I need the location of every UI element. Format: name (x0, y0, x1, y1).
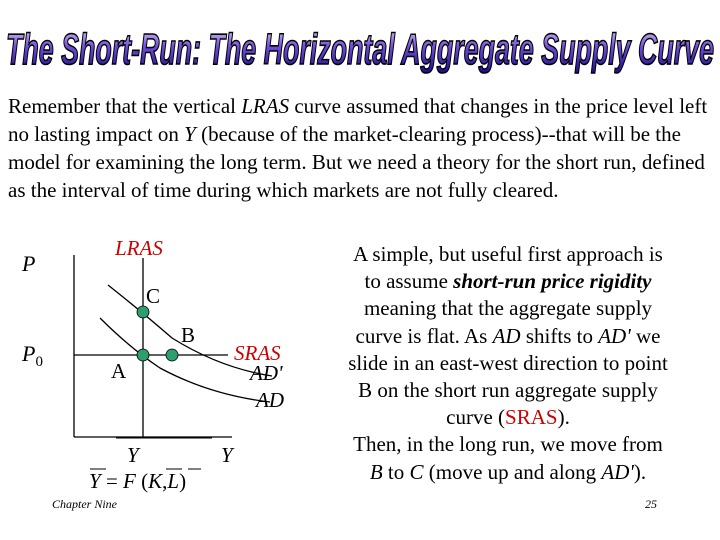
chapter-label: Chapter Nine (52, 497, 117, 511)
title-text: The Short-Run: The Horizontal Aggregate Supply Curve (6, 25, 714, 74)
page-number: 25 (645, 497, 657, 511)
point-b (166, 349, 178, 361)
slide-title (0, 0, 720, 90)
point-a-label: A (111, 359, 127, 383)
as-ad-diagram (0, 230, 300, 520)
sras-label: SRAS (234, 341, 281, 365)
point-c-label: C (146, 284, 161, 308)
lras-term: LRAS (241, 94, 290, 118)
p0-label: $P_0$ (22, 341, 43, 370)
sras-term: SRAS (505, 405, 558, 430)
production-equation: Y = F (K,L) (89, 469, 187, 493)
output-axis-label: Y (221, 443, 233, 467)
explanation-text: A simple, but useful first approach is to assume short-run price rigidity meaning that the aggregate supply curve is flat. As AD shifts to AD' we slide in an east-west direction to point B on the short run aggregate supply curve (SRAS). Then, in the long run, we move from B to C (move up and along AD'). (348, 242, 668, 484)
y-term: Y (184, 122, 196, 146)
point-a (137, 349, 149, 361)
price-rigidity-term: short-run price rigidity (453, 269, 652, 294)
y-bar-label: Y (127, 443, 139, 467)
point-b-label: B (181, 323, 196, 347)
ad-prime-label: AD' (250, 361, 283, 385)
ad-label: AD (256, 388, 284, 412)
lras-label: LRAS (115, 236, 163, 260)
price-axis-label: P (22, 251, 36, 276)
intro-paragraph: Remember that the vertical LRAS curve assumed that changes in the price level left no lasting impact on Y (because of the market-clearing process)--that will be the model for examining the long term. But we need a theory for the short run, defined as the interval of time during which markets are not fully cleared. (8, 94, 708, 202)
